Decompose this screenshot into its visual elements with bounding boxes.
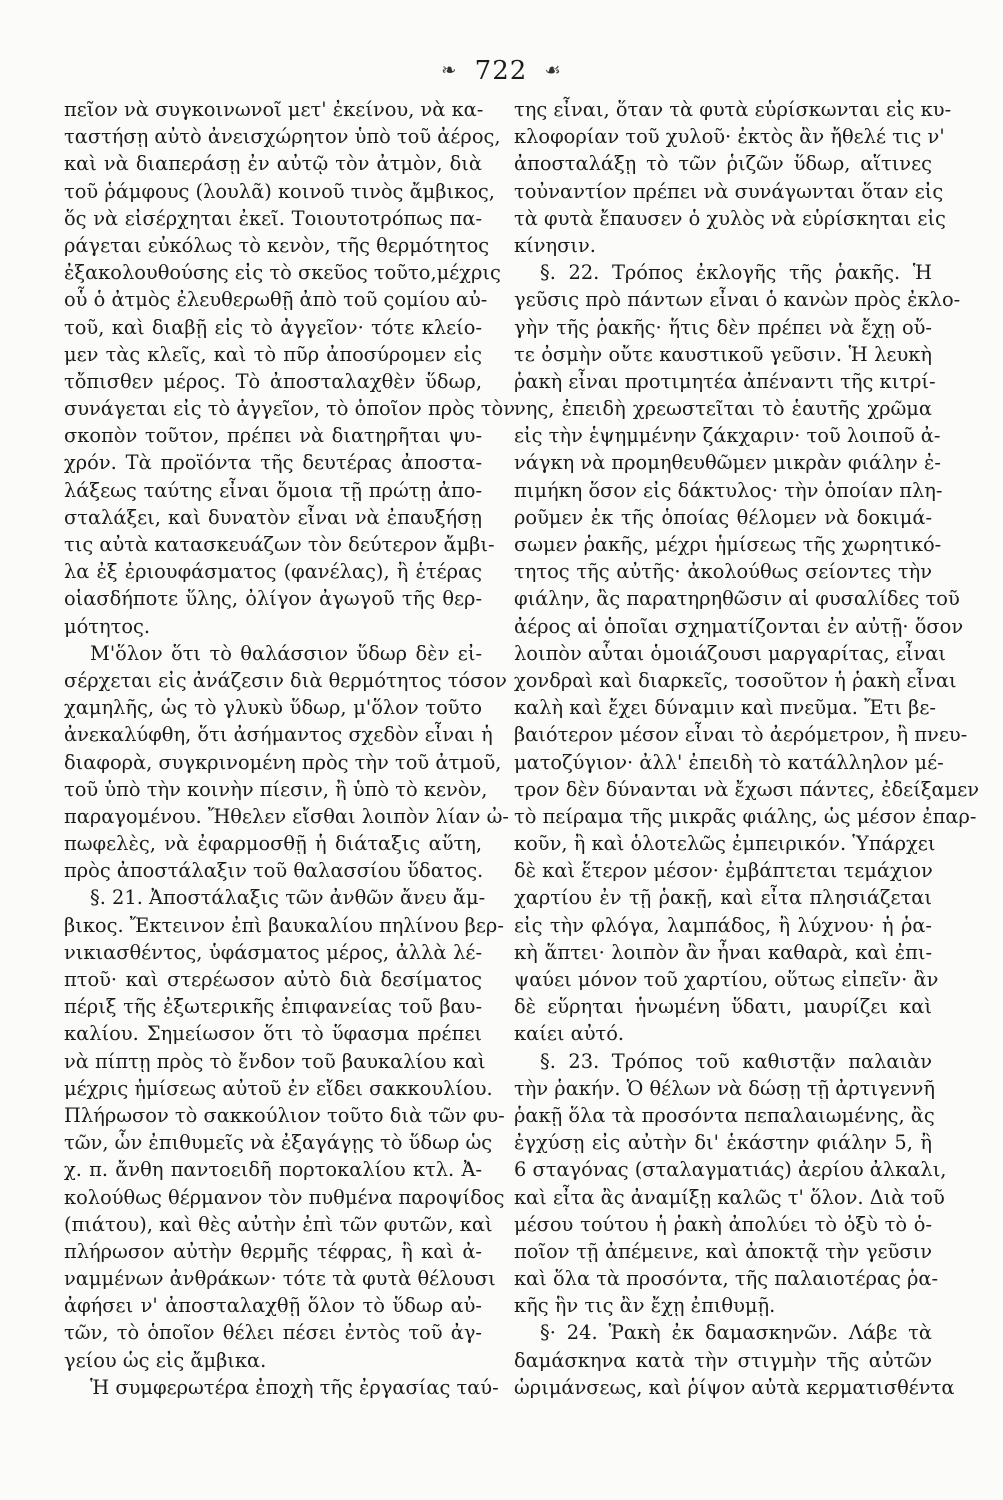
text-line: λοιπὸν αὗται ὁμοιάζουσι μαργαρίτας, εἶναι [514, 641, 946, 665]
text-line: ψαύει μόνον τοῦ χαρτίου, οὕτως εἰπεῖν· ἂν [514, 968, 939, 991]
text-line: ράγεται εὐκόλως τὸ κενὸν, τῆς θερμότητος [64, 233, 490, 257]
text-line: τοὐναντίον πρέπει νὰ συνάγωνται ὅταν εἰς [514, 179, 944, 203]
text-line: οἱασδήποτε ὕλης, ὀλίγον ἀγωγοῦ τῆς θερ- [64, 587, 482, 611]
text-line: §. 21. Ἀποστάλαξις τῶν ἀνθῶν ἄνευ ἄμ- [90, 886, 486, 910]
text-line: τὸ πείραμα τῆς μικρᾶς φιάλης, ὡς μέσον ἐπαρ- [514, 804, 977, 828]
text-line: τὄπισθεν μέρος. Τὸ ἀποσταλαχθὲν ὕδωρ, [64, 369, 482, 393]
page-header [0, 56, 1003, 86]
text-line: τὰ φυτὰ ἔπαυσεν ὁ χυλὸς νὰ εὑρίσκηται εἰς [514, 206, 946, 230]
text-line: τοῦ ῥάμφους (λουλᾶ) κοινοῦ τινὸς ἄμβικος, [64, 179, 495, 203]
text-line: διαφορὰ, συγκρινομένη πρὸς τὴν τοῦ ἀτμοῦ, [64, 750, 502, 774]
text-line: Ἡ συμφερωτέρα ἐποχὴ τῆς ἐργασίας ταύ- [90, 1375, 499, 1399]
text-line: Μ'ὅλον ὅτι τὸ θαλάσσιον ὕδωρ δὲν εἰ- [90, 641, 482, 665]
text-line: μότητος. [64, 614, 151, 638]
text-line: λα ἐξ ἐριουφάσματος (φανέλας), ἢ ἑτέρας [64, 560, 482, 584]
text-line: τὴν ῥακήν. Ὁ θέλων νὰ δώσῃ τῇ ἀρτιγεννῆ [514, 1076, 935, 1100]
text-line: κοῦν, ἢ καὶ ὁλοτελῶς ἐμπειρικόν. Ὑπάρχει [514, 832, 936, 856]
text-line: ἀνεκαλύφθη, ὅτι ἀσήμαντος σχεδὸν εἶναι ἡ [64, 723, 493, 747]
text-line: §. 22. Τρόπος ἐκλογῆς τῆς ῥακῆς. Ἡ [540, 261, 932, 285]
text-line: καὶ νὰ διαπεράσῃ ἐν αὐτῷ τὸν ἀτμὸν, διὰ [64, 152, 482, 176]
text-line: γεῦσις πρὸ πάντων εἶναι ὁ κανὼν πρὸς ἐκλο- [514, 288, 961, 312]
text-line: §. 23. Τρόπος τοῦ καθιστᾷν παλαιὰν [540, 1049, 932, 1073]
text-line: κλοφορίαν τοῦ χυλοῦ· ἐκτὸς ἂν ἤθελέ τις ν' [514, 125, 945, 149]
text-line: μέσου τούτου ἡ ῥακὴ ἀπολύει τὸ ὀξὺ τὸ ὁ- [514, 1212, 932, 1236]
text-line: χ. π. ἄνθη παντοειδῆ πορτοκαλίου κτλ. Ἀ- [64, 1158, 482, 1182]
text-line: ἀφήσει ν' ἀποσταλαχθῇ ὅλον τὸ ὕδωρ αὐ- [64, 1294, 482, 1318]
text-line: πρὸς ἀποστάλαξιν τοῦ θαλασσίου ὕδατος. [64, 859, 484, 883]
text-line: ναμμένων ἀνθράκων· τότε τὰ φυτὰ θέλουσι [64, 1267, 496, 1291]
text-line: βαιότερον μέσον εἶναι τὸ ἀερόμετρον, ἢ πνευ- [514, 723, 968, 747]
text-line: ροῦμεν ἐκ τῆς ὁποίας θέλομεν νὰ δοκιμά- [514, 505, 932, 529]
text-line: πτοῦ· καὶ στερέωσον αὐτὸ διὰ δεσίματος [64, 968, 482, 991]
text-line: εἰς τὴν φλόγα, λαμπάδος, ἢ λύχνου· ἡ ῥα- [514, 913, 932, 937]
text-line: καὶ ὅλα τὰ προσόντα, τῆς παλαιοτέρας ῥα- [514, 1267, 939, 1291]
text-line: νης, ἐπειδὴ χρεωστεῖται τὸ ἑαυτῆς χρῶμα [514, 397, 932, 421]
text-line: ἀποσταλάξῃ τὸ τῶν ῥιζῶν ὕδωρ, αἵτινες [514, 152, 932, 176]
text-line: παραγομένου. Ἤθελεν εἴσθαι λοιπὸν λίαν ὠ- [64, 804, 509, 828]
text-line: καὶ εἶτα ἂς ἀναμίξῃ καλῶς τ' ὅλον. Διὰ τοῦ [514, 1185, 945, 1209]
text-line: (πιάτου), καὶ θὲς αὐτὴν ἐπὶ τῶν φυτῶν, καὶ [64, 1212, 493, 1236]
text-line: πλήρωσον αὐτὴν θερμῆς τέφρας, ἢ καὶ ἀ- [64, 1239, 482, 1263]
text-line: δὲ καὶ ἕτερον μέσον· ἐμβάπτεται τεμάχιον [514, 859, 933, 883]
text-line: §· 24. Ῥακὴ ἐκ δαμασκηνῶν. Λάβε τὰ [540, 1321, 932, 1345]
text-line: δὲ εὕρηται ἡνωμένη ὕδατι, μαυρίζει καὶ [514, 995, 932, 1019]
right-ornament: ☙ [544, 60, 562, 81]
text-line: κολούθως θέρμανον τὸν πυθμένα παροψίδος [64, 1185, 505, 1209]
text-line: πεῖον νὰ συγκοινωνοῖ μετ' ἐκείνου, νὰ κα- [64, 98, 484, 121]
left-ornament: ❧ [441, 60, 458, 81]
text-line: χαρτίου ἐν τῇ ῥακῇ, καὶ εἶτα πλησιάζεται [514, 886, 932, 910]
text-line: νὰ πίπτῃ πρὸς τὸ ἔνδον τοῦ βαυκαλίου καὶ [64, 1049, 486, 1073]
text-line: σκοπὸν τοῦτον, πρέπει νὰ διατηρῆται ψυ- [64, 424, 482, 448]
text-line: κὴ ἅπτει· λοιπὸν ἂν ἦναι καθαρὰ, καὶ ἐπι- [514, 940, 932, 964]
text-line: πωφελὲς, νὰ ἐφαρμοσθῇ ἡ διάταξις αὕτη, [64, 832, 482, 856]
text-line: καίει αὐτό. [514, 1022, 625, 1046]
text-line: σταλάξει, καὶ δυνατὸν εἶναι νὰ ἐπαυξήσῃ [64, 505, 482, 529]
text-line: ἐγχύσῃ εἰς αὐτὴν δι' ἑκάστην φιάλην 5, ἢ [514, 1131, 932, 1155]
text-line: νικιασθέντος, ὑφάσματος μέρος, ἀλλὰ λέ- [64, 940, 482, 964]
text-line: μεν τὰς κλεῖς, καὶ τὸ πῦρ ἀποσύρομεν εἰς [64, 342, 482, 366]
text-line: πιμήκη ὅσον εἰς δάκτυλος· τὴν ὁποίαν πλη- [514, 478, 943, 502]
text-line: κίνησιν. [514, 233, 596, 257]
text-line: κῆς ἣν τις ἂν ἔχῃ ἐπιθυμῇ. [514, 1294, 776, 1318]
right-column [514, 96, 980, 1401]
text-line: εἰς τὴν ἑψημμένην ζάκχαριν· τοῦ λοιποῦ ἀ- [514, 424, 941, 448]
text-line: τῶν, τὸ ὁποῖον θέλει πέσει ἐντὸς τοῦ ἀγ- [64, 1321, 482, 1345]
text-line: ὅς νὰ εἰσέρχηται ἐκεῖ. Τοιουτοτρόπως πα- [64, 206, 482, 230]
text-line: γὴν τῆς ῥακῆς· ἥτις δὲν πρέπει νὰ ἔχῃ οὔ- [514, 315, 932, 339]
text-line: λάξεως ταύτης εἶναι ὅμοια τῇ πρώτῃ ἀπο- [64, 478, 482, 502]
text-line: δαμάσκηνα κατὰ τὴν στιγμὴν τῆς αὐτῶν [514, 1348, 932, 1372]
text-line: μέχρις ἡμίσεως αὐτοῦ ἐν εἴδει σακκουλίου. [64, 1076, 493, 1100]
text-line: ποῖον τῇ ἀπέμεινε, καὶ ἀποκτᾷ τὴν γεῦσιν [514, 1239, 932, 1263]
text-line: ἀέρος αἱ ὁποῖαι σχηματίζονται ἐν αὐτῇ· ὅσον [514, 614, 964, 638]
text-line: συνάγεται εἰς τὸ ἀγγεῖον, τὸ ὁποῖον πρὸς τὸν [64, 397, 515, 421]
page-number: 722 [474, 56, 528, 86]
text-line: της εἶναι, ὅταν τὰ φυτὰ εὑρίσκωνται εἰς κυ- [514, 98, 952, 121]
text-line: βικος. Ἔκτεινον ἐπὶ βαυκαλίου πηλίνου βερ- [64, 913, 504, 937]
text-line: χρόν. Τὰ προϊόντα τῆς δευτέρας ἀποστα- [64, 451, 482, 475]
text-line: σέρχεται εἰς ἀνάζεσιν διὰ θερμότητος τόσον [64, 668, 507, 692]
text-line: οὗ ὁ ἀτμὸς ἐλευθερωθῇ ἀπὸ τοῦ ςομίου αὐ- [64, 288, 488, 312]
text-line: χαμηλῆς, ὡς τὸ γλυκὺ ὕδωρ, μ'ὅλον τοῦτο [64, 696, 482, 720]
text-line: νάγκη νὰ προμηθευθῶμεν μικρὰν φιάλην ἐ- [514, 451, 941, 475]
text-line: τητος τῆς αὐτῆς· ἀκολούθως σείοντες τὴν [514, 560, 932, 584]
text-line: 6 σταγόνας (σταλαγματιάς) ἀερίου ἀλκαλι, [514, 1158, 947, 1182]
text-line: καλίου. Σημείωσον ὅτι τὸ ὕφασμα πρέπει [64, 1022, 482, 1046]
text-line: τοῦ ὑπὸ τὴν κοινὴν πίεσιν, ἢ ὑπὸ τὸ κενὸν, [64, 777, 488, 801]
text-line: πέριξ τῆς ἐξωτερικῆς ἐπιφανείας τοῦ βαυ- [64, 995, 482, 1019]
text-line: χονδραὶ καὶ διαρκεῖς, τοσοῦτον ἡ ῥακὴ εἶναι [514, 668, 957, 692]
text-line: ταστήσῃ αὐτὸ ἀνεισχώρητον ὑπὸ τοῦ ἀέρος, [64, 125, 501, 149]
text-line: τε ὀσμὴν οὔτε καυστικοῦ γεῦσιν. Ἡ λευκὴ [514, 342, 932, 366]
text-line: φιάλην, ἂς παρατηρηθῶσιν αἱ φυσαλίδες τοῦ [514, 587, 960, 611]
text-line: καλὴ καὶ ἔχει δύναμιν καὶ πνεῦμα. Ἔτι βε- [514, 696, 936, 720]
text-line: ἐξακολουθούσης εἰς τὸ σκεῦος τοῦτο,μέχρις [64, 261, 501, 285]
text-line: Πλήρωσον τὸ σακκούλιον τοῦτο διὰ τῶν φυ- [64, 1103, 505, 1127]
text-line: τρον δὲν δύνανται νὰ ἔχωσι πάντες, ἐδείξαμεν [514, 777, 980, 801]
left-column [64, 96, 515, 1401]
text-line: τις αὐτὰ κατασκευάζων τὸν δεύτερον ἄμβι- [64, 533, 495, 556]
text-line: τῶν, ὧν ἐπιθυμεῖς νὰ ἐξαγάγῃς τὸ ὕδωρ ὡς [64, 1131, 493, 1155]
text-line: γείου ὡς εἰς ἄμβικα. [64, 1348, 267, 1372]
text-line: τοῦ, καὶ διαβῇ εἰς τὸ ἀγγεῖον· τότε κλείο- [64, 315, 482, 339]
text-line: ῥακῇ ὅλα τὰ προσόντα πεπαλαιωμένης, ἂς [514, 1103, 935, 1127]
text-line: σωμεν ῥακῆς, μέχρι ἡμίσεως τῆς χωρητικό- [514, 533, 942, 556]
text-line: ὡριμάνσεως, καὶ ῥίψον αὐτὰ κερματισθέντα [514, 1375, 955, 1399]
text-line: ῥακὴ εἶναι προτιμητέα ἀπέναντι τῆς κιτρί- [514, 369, 936, 393]
text-line: ματοζύγιον· ἀλλ' ἐπειδὴ τὸ κατάλληλον μέ- [514, 750, 944, 774]
